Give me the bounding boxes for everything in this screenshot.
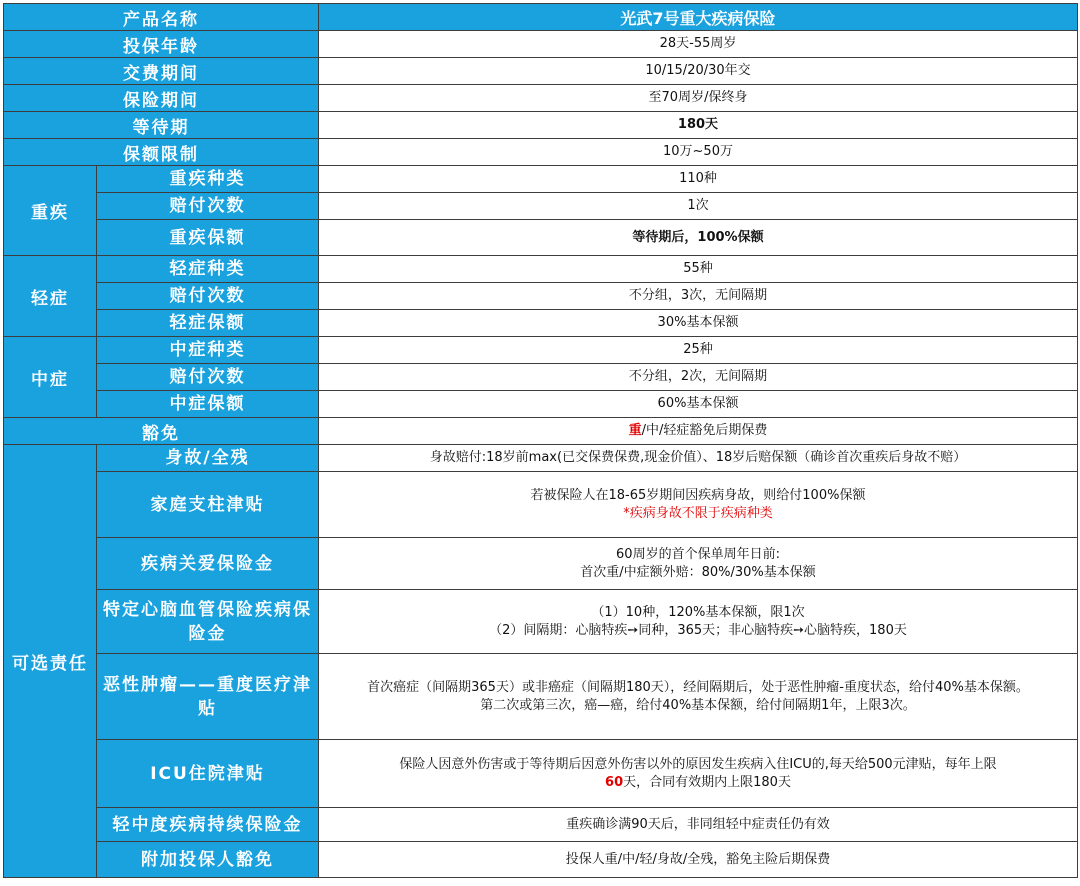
table-row — [4, 391, 1078, 418]
row-value: 投保人重/中/轻/身故/全残，豁免主险后期保费 — [319, 842, 1078, 878]
row-label: 重疾保额 — [97, 220, 319, 256]
table-row — [4, 166, 1078, 193]
row-label: 赔付次数 — [97, 364, 319, 391]
row-value: 30%基本保额 — [319, 310, 1078, 337]
row-value: 10/15/20/30年交 — [319, 58, 1078, 85]
table-row — [4, 112, 1078, 139]
row-label: ICU住院津贴 — [97, 740, 319, 808]
row-label: 赔付次数 — [97, 283, 319, 310]
table-row — [4, 740, 1078, 808]
table-row — [4, 310, 1078, 337]
row-value: 25种 — [319, 337, 1078, 364]
table-row — [4, 337, 1078, 364]
waiver-value — [319, 418, 1078, 445]
row-value: 若被保险人在18-65岁期间因疾病身故，则给付100%保额 *疾病身故不限于疾病种类 — [319, 472, 1078, 538]
critical-amount-value: 等待期后，100%保额 — [319, 220, 1078, 256]
row-value: 28天-55周岁 — [319, 31, 1078, 58]
row-label: 中症种类 — [97, 337, 319, 364]
table-row — [4, 808, 1078, 842]
row-value: 保险人因意外伤害或于等待期后因意外伤害以外的原因发生疾病入住ICU的,每天给500元津贴，每年上限 60天，合同有效期内上限180天 — [319, 740, 1078, 808]
group-label-critical: 重疾 — [4, 166, 97, 256]
waiting-period-value: 180天 — [319, 112, 1078, 139]
row-label: 附加投保人豁免 — [97, 842, 319, 878]
table-row — [4, 85, 1078, 112]
row-value: 不分组，3次，无间隔期 — [319, 283, 1078, 310]
row-value: （1）10种，120%基本保额，限1次 （2）间隔期：心脑特疾➙同种，365天；非心脑特疾➙心脑特疾，180天 — [319, 590, 1078, 654]
row-label: 保险期间 — [4, 85, 319, 112]
row-label: 交费期间 — [4, 58, 319, 85]
table-row — [4, 842, 1078, 878]
row-label: 中症保额 — [97, 391, 319, 418]
row-label: 等待期 — [4, 112, 319, 139]
table-row — [4, 4, 1078, 31]
row-value: 至70周岁/保终身 — [319, 85, 1078, 112]
row-value: 55种 — [319, 256, 1078, 283]
row-value: 10万~50万 — [319, 139, 1078, 166]
row-value: 身故赔付:18岁前max(已交保费保费,现金价值）、18岁后赔保额（确诊首次重疾后身故不赔） — [319, 445, 1078, 472]
row-label: 豁免 — [4, 418, 319, 445]
table-row — [4, 139, 1078, 166]
row-label: 轻症种类 — [97, 256, 319, 283]
table-row — [4, 472, 1078, 538]
product-spec-table — [3, 3, 1078, 878]
waiver-highlight: 重 — [628, 423, 642, 438]
row-label: 重疾种类 — [97, 166, 319, 193]
table-row — [4, 538, 1078, 590]
row-value: 不分组，2次，无间隔期 — [319, 364, 1078, 391]
header-label: 产品名称 — [4, 4, 319, 31]
row-label: 投保年龄 — [4, 31, 319, 58]
row-value: 60周岁的首个保单周年日前: 首次重/中症额外赔：80%/30%基本保额 — [319, 538, 1078, 590]
group-label-mild: 轻症 — [4, 256, 97, 337]
product-name: 光武7号重大疾病保险 — [319, 4, 1078, 31]
icu-days-highlight: 60 — [605, 774, 624, 790]
row-label: 赔付次数 — [97, 193, 319, 220]
table-row — [4, 283, 1078, 310]
row-value: 首次癌症（间隔期365天）或非癌症（间隔期180天），经间隔期后，处于恶性肿瘤-重度状态，给付40%基本保额。 第二次或第三次，癌—癌，给付40%基本保额，给付间隔期1年，上限3次。 — [319, 654, 1078, 740]
table-row — [4, 364, 1078, 391]
table-row — [4, 654, 1078, 740]
table-row — [4, 31, 1078, 58]
waiver-rest: /中/轻症豁免后期保费 — [641, 423, 768, 438]
row-label: 轻症保额 — [97, 310, 319, 337]
row-value: 60%基本保额 — [319, 391, 1078, 418]
row-label: 保额限制 — [4, 139, 319, 166]
row-label: 特定心脑血管保险疾病保险金 — [97, 590, 319, 654]
row-value: 1次 — [319, 193, 1078, 220]
table-row — [4, 58, 1078, 85]
table-row — [4, 256, 1078, 283]
table-row — [4, 590, 1078, 654]
row-label: 身故/全残 — [97, 445, 319, 472]
table-row — [4, 445, 1078, 472]
row-label: 疾病关爱保险金 — [97, 538, 319, 590]
group-label-optional: 可选责任 — [4, 445, 97, 878]
row-label: 轻中度疾病持续保险金 — [97, 808, 319, 842]
row-label: 家庭支柱津贴 — [97, 472, 319, 538]
row-value: 重疾确诊满90天后，非同组轻中症责任仍有效 — [319, 808, 1078, 842]
group-label-moderate: 中症 — [4, 337, 97, 418]
row-label: 恶性肿瘤——重度医疗津贴 — [97, 654, 319, 740]
row-value: 110种 — [319, 166, 1078, 193]
table-row — [4, 193, 1078, 220]
table-row — [4, 220, 1078, 256]
disease-note: *疾病身故不限于疾病种类 — [623, 505, 773, 521]
table-row — [4, 418, 1078, 445]
